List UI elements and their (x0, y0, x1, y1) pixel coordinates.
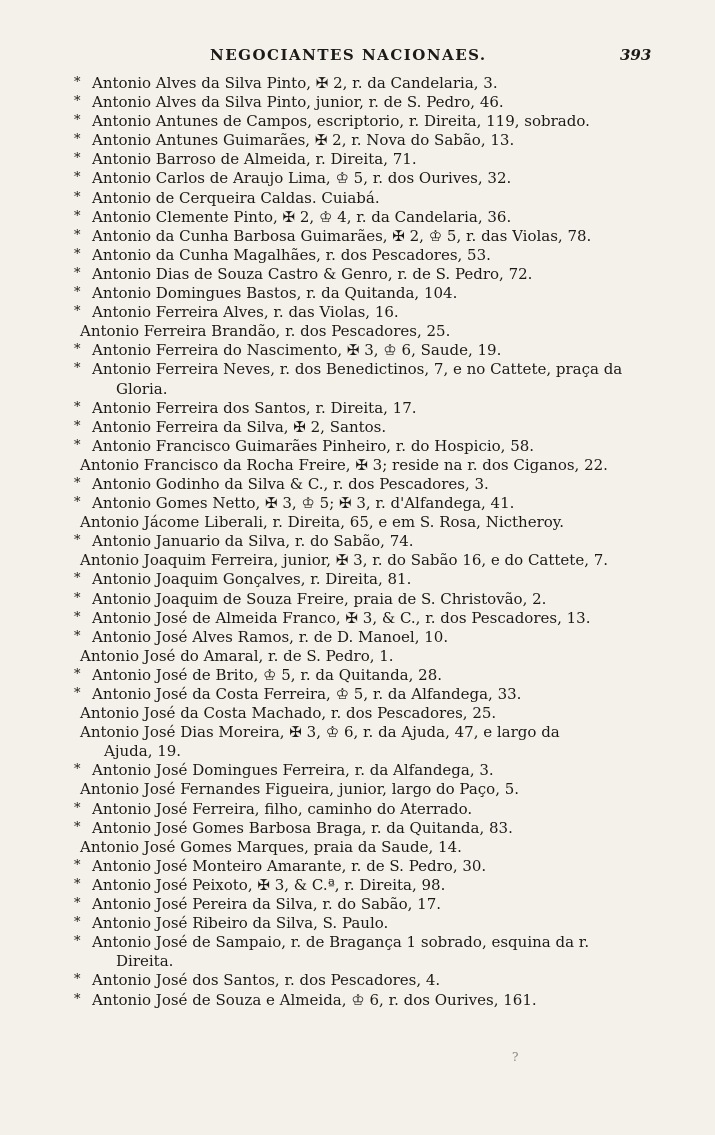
list-item (0, 800, 715, 819)
list-item (0, 494, 715, 513)
asterisk-marker: * (74, 876, 81, 892)
list-item (0, 341, 715, 360)
list-item (0, 551, 715, 570)
entry-text: Antonio Gomes Netto, ✠ 3, ♔ 5; ✠ 3, r. d'Alfandega, 41. (92, 494, 515, 513)
list-item (0, 112, 715, 131)
list-item (0, 322, 715, 341)
list-item (0, 761, 715, 780)
entry-text: Antonio Francisco da Rocha Freire, ✠ 3; reside na r. dos Ciganos, 22. (80, 455, 608, 474)
list-item (0, 666, 715, 685)
list-item (0, 189, 715, 208)
asterisk-marker: * (74, 189, 81, 205)
print-mark: ? (512, 1050, 519, 1064)
entry-text: Antonio José Gomes Barbosa Braga, r. da Quitanda, 83. (92, 818, 513, 837)
list-item (0, 857, 715, 876)
asterisk-marker: * (74, 170, 81, 186)
entry-text: Antonio Alves da Silva Pinto, ✠ 2, r. da Candelaria, 3. (92, 74, 498, 92)
list-item (0, 647, 715, 666)
asterisk-marker: * (74, 399, 81, 415)
entry-text: Antonio Joaquim de Souza Freire, praia de S. Christovão, 2. (92, 589, 547, 608)
entry-text: Antonio José de Almeida Franco, ✠ 3, & C., r. dos Pescadores, 13. (92, 608, 591, 627)
entry-text: Antonio Carlos de Araujo Lima, ♔ 5, r. dos Ourives, 32. (92, 169, 512, 188)
asterisk-marker: * (74, 342, 81, 358)
asterisk-marker: * (74, 666, 81, 682)
asterisk-marker: * (74, 304, 81, 320)
entry-text: Antonio Jácome Liberali, r. Direita, 65, e em S. Rosa, Nictheroy. (80, 513, 565, 532)
entry-text: Antonio José de Brito, ♔ 5, r. da Quitanda, 28. (92, 665, 443, 684)
list-item (0, 838, 715, 857)
list-item (0, 284, 715, 303)
asterisk-marker: * (74, 934, 81, 950)
entry-text: Antonio Antunes de Campos, escriptorio, r. Direita, 119, sobrado. (92, 112, 590, 131)
asterisk-marker: * (74, 113, 81, 129)
list-item (0, 876, 715, 895)
entry-text: Antonio da Cunha Barbosa Guimarães, ✠ 2, ♔ 5, r. das Violas, 78. (92, 226, 592, 245)
entry-text: Antonio José Peixoto, ✠ 3, & C.ª, r. Direita, 98. (92, 875, 446, 894)
asterisk-marker: * (74, 819, 81, 835)
entry-text: Antonio Godinho da Silva & C., r. dos Pescadores, 3. (92, 474, 489, 493)
list-item (0, 246, 715, 265)
entry-text: Antonio José Domingues Ferreira, r. da Alfandega, 3. (92, 761, 494, 780)
entry-text: Antonio Clemente Pinto, ✠ 2, ♔ 4, r. da Candelaria, 36. (92, 207, 512, 226)
list-item (0, 437, 715, 456)
list-item (0, 685, 715, 704)
list-item (0, 303, 715, 322)
list-item (0, 914, 715, 933)
asterisk-marker: * (74, 857, 81, 873)
asterisk-marker: * (74, 151, 81, 167)
entry-text: Antonio Barroso de Almeida, r. Direita, 71. (92, 150, 417, 169)
asterisk-marker: * (74, 762, 81, 778)
asterisk-marker: * (74, 361, 81, 377)
list-item (0, 933, 715, 971)
list-item (0, 895, 715, 914)
list-item (0, 819, 715, 838)
asterisk-marker: * (74, 132, 81, 148)
list-item (0, 570, 715, 589)
list-item (0, 227, 715, 246)
entry-text: Antonio José Gomes Marques, praia da Saude, 14. (80, 837, 462, 856)
entry-text: Antonio Ferreira dos Santos, r. Direita, 17. (92, 398, 417, 417)
entry-text: Antonio Ferreira Neves, r. dos Benedictinos, 7, e no Cattete, praça da (92, 360, 623, 379)
entry-text: Antonio Dias de Souza Castro & Genro, r. de S. Pedro, 72. (92, 264, 533, 283)
entry-text: Antonio José Ferreira, filho, caminho do Aterrado. (92, 799, 473, 818)
entry-text: Antonio Domingues Bastos, r. da Quitanda, 104. (92, 284, 458, 303)
list-item (0, 418, 715, 437)
asterisk-marker: * (74, 418, 81, 434)
asterisk-marker: * (74, 533, 81, 549)
entry-text: Antonio Ferreira Alves, r. das Violas, 16. (92, 303, 399, 322)
asterisk-marker: * (74, 628, 81, 644)
page-number: 393 (620, 46, 652, 64)
running-title: NEGOCIANTES NACIONAES. (210, 46, 487, 64)
asterisk-marker: * (74, 475, 81, 491)
list-item (0, 456, 715, 475)
entry-text: Antonio Ferreira Brandão, r. dos Pescadores, 25. (80, 322, 451, 341)
asterisk-marker: * (74, 246, 81, 262)
entry-text: Antonio José Ribeiro da Silva, S. Paulo. (92, 914, 389, 933)
asterisk-marker: * (74, 896, 81, 912)
entry-text: Antonio de Cerqueira Caldas. Cuiabá. (92, 188, 380, 207)
list-item (0, 475, 715, 494)
entry-text: Antonio Januario da Silva, r. do Sabão, 74. (92, 532, 414, 551)
entry-text: Antonio Ferreira da Silva, ✠ 2, Santos. (92, 417, 387, 436)
list-item (0, 971, 715, 990)
list-item (0, 628, 715, 647)
entry-text: Antonio José Fernandes Figueira, junior, largo do Paço, 5. (80, 780, 520, 799)
entry-continuation: Gloria. (116, 379, 168, 398)
entry-text: Antonio José do Amaral, r. de S. Pedro, 1. (80, 646, 394, 665)
list-item (0, 704, 715, 723)
asterisk-marker: * (74, 800, 81, 816)
entry-text: Antonio Ferreira do Nascimento, ✠ 3, ♔ 6, Saude, 19. (92, 341, 502, 360)
entry-text: Antonio José dos Santos, r. dos Pescadores, 4. (92, 971, 441, 990)
list-item (0, 150, 715, 169)
list-item (0, 991, 715, 1010)
asterisk-marker: * (74, 75, 81, 90)
list-item (0, 723, 715, 761)
entry-text: Antonio José Alves Ramos, r. de D. Manoel, 10. (92, 627, 449, 646)
asterisk-marker: * (74, 991, 81, 1007)
entry-text: Antonio José Dias Moreira, ✠ 3, ♔ 6, r. da Ajuda, 47, e largo da (80, 723, 560, 742)
list-item (0, 609, 715, 628)
asterisk-marker: * (74, 972, 81, 988)
entry-text: Antonio Alves da Silva Pinto, junior, r. de S. Pedro, 46. (92, 93, 504, 112)
list-item (0, 169, 715, 188)
entry-continuation: Direita. (116, 952, 174, 971)
entry-text: Antonio da Cunha Magalhães, r. dos Pescadores, 53. (92, 245, 491, 264)
asterisk-marker: * (74, 495, 81, 511)
asterisk-marker: * (74, 571, 81, 587)
asterisk-marker: * (74, 265, 81, 281)
list-item (0, 265, 715, 284)
entry-text: Antonio José de Souza e Almeida, ♔ 6, r. dos Ourives, 161. (92, 990, 537, 1009)
entry-text: Antonio Antunes Guimarães, ✠ 2, r. Nova do Sabão, 13. (92, 131, 515, 150)
list-item (0, 590, 715, 609)
asterisk-marker: * (74, 609, 81, 625)
list-item (0, 131, 715, 150)
list-item (0, 399, 715, 418)
asterisk-marker: * (74, 437, 81, 453)
entry-text: Antonio José da Costa Machado, r. dos Pescadores, 25. (80, 704, 497, 723)
entry-text: Antonio Joaquim Ferreira, junior, ✠ 3, r. do Sabão 16, e do Cattete, 7. (80, 551, 609, 570)
entry-continuation: Ajuda, 19. (104, 742, 182, 761)
list-item (0, 74, 715, 93)
asterisk-marker: * (74, 915, 81, 931)
page-header (0, 44, 715, 66)
asterisk-marker: * (74, 208, 81, 224)
list-item (0, 513, 715, 532)
entry-text: Antonio Joaquim Gonçalves, r. Direita, 81. (92, 570, 412, 589)
list-item (0, 780, 715, 799)
list-item (0, 208, 715, 227)
asterisk-marker: * (74, 590, 81, 606)
list-item (0, 360, 715, 398)
list-item (0, 93, 715, 112)
entry-text: Antonio José da Costa Ferreira, ♔ 5, r. da Alfandega, 33. (92, 685, 522, 703)
asterisk-marker: * (74, 686, 81, 701)
entry-text: Antonio José Monteiro Amarante, r. de S. Pedro, 30. (92, 856, 487, 875)
list-item (0, 532, 715, 551)
asterisk-marker: * (74, 285, 81, 301)
merchant-list (0, 74, 715, 1010)
asterisk-marker: * (74, 94, 81, 110)
entry-text: Antonio José de Sampaio, r. de Bragança 1 sobrado, esquina da r. (92, 933, 590, 952)
entry-text: Antonio José Pereira da Silva, r. do Sabão, 17. (92, 895, 441, 914)
entry-text: Antonio Francisco Guimarães Pinheiro, r. do Hospicio, 58. (92, 436, 535, 455)
asterisk-marker: * (74, 227, 81, 243)
